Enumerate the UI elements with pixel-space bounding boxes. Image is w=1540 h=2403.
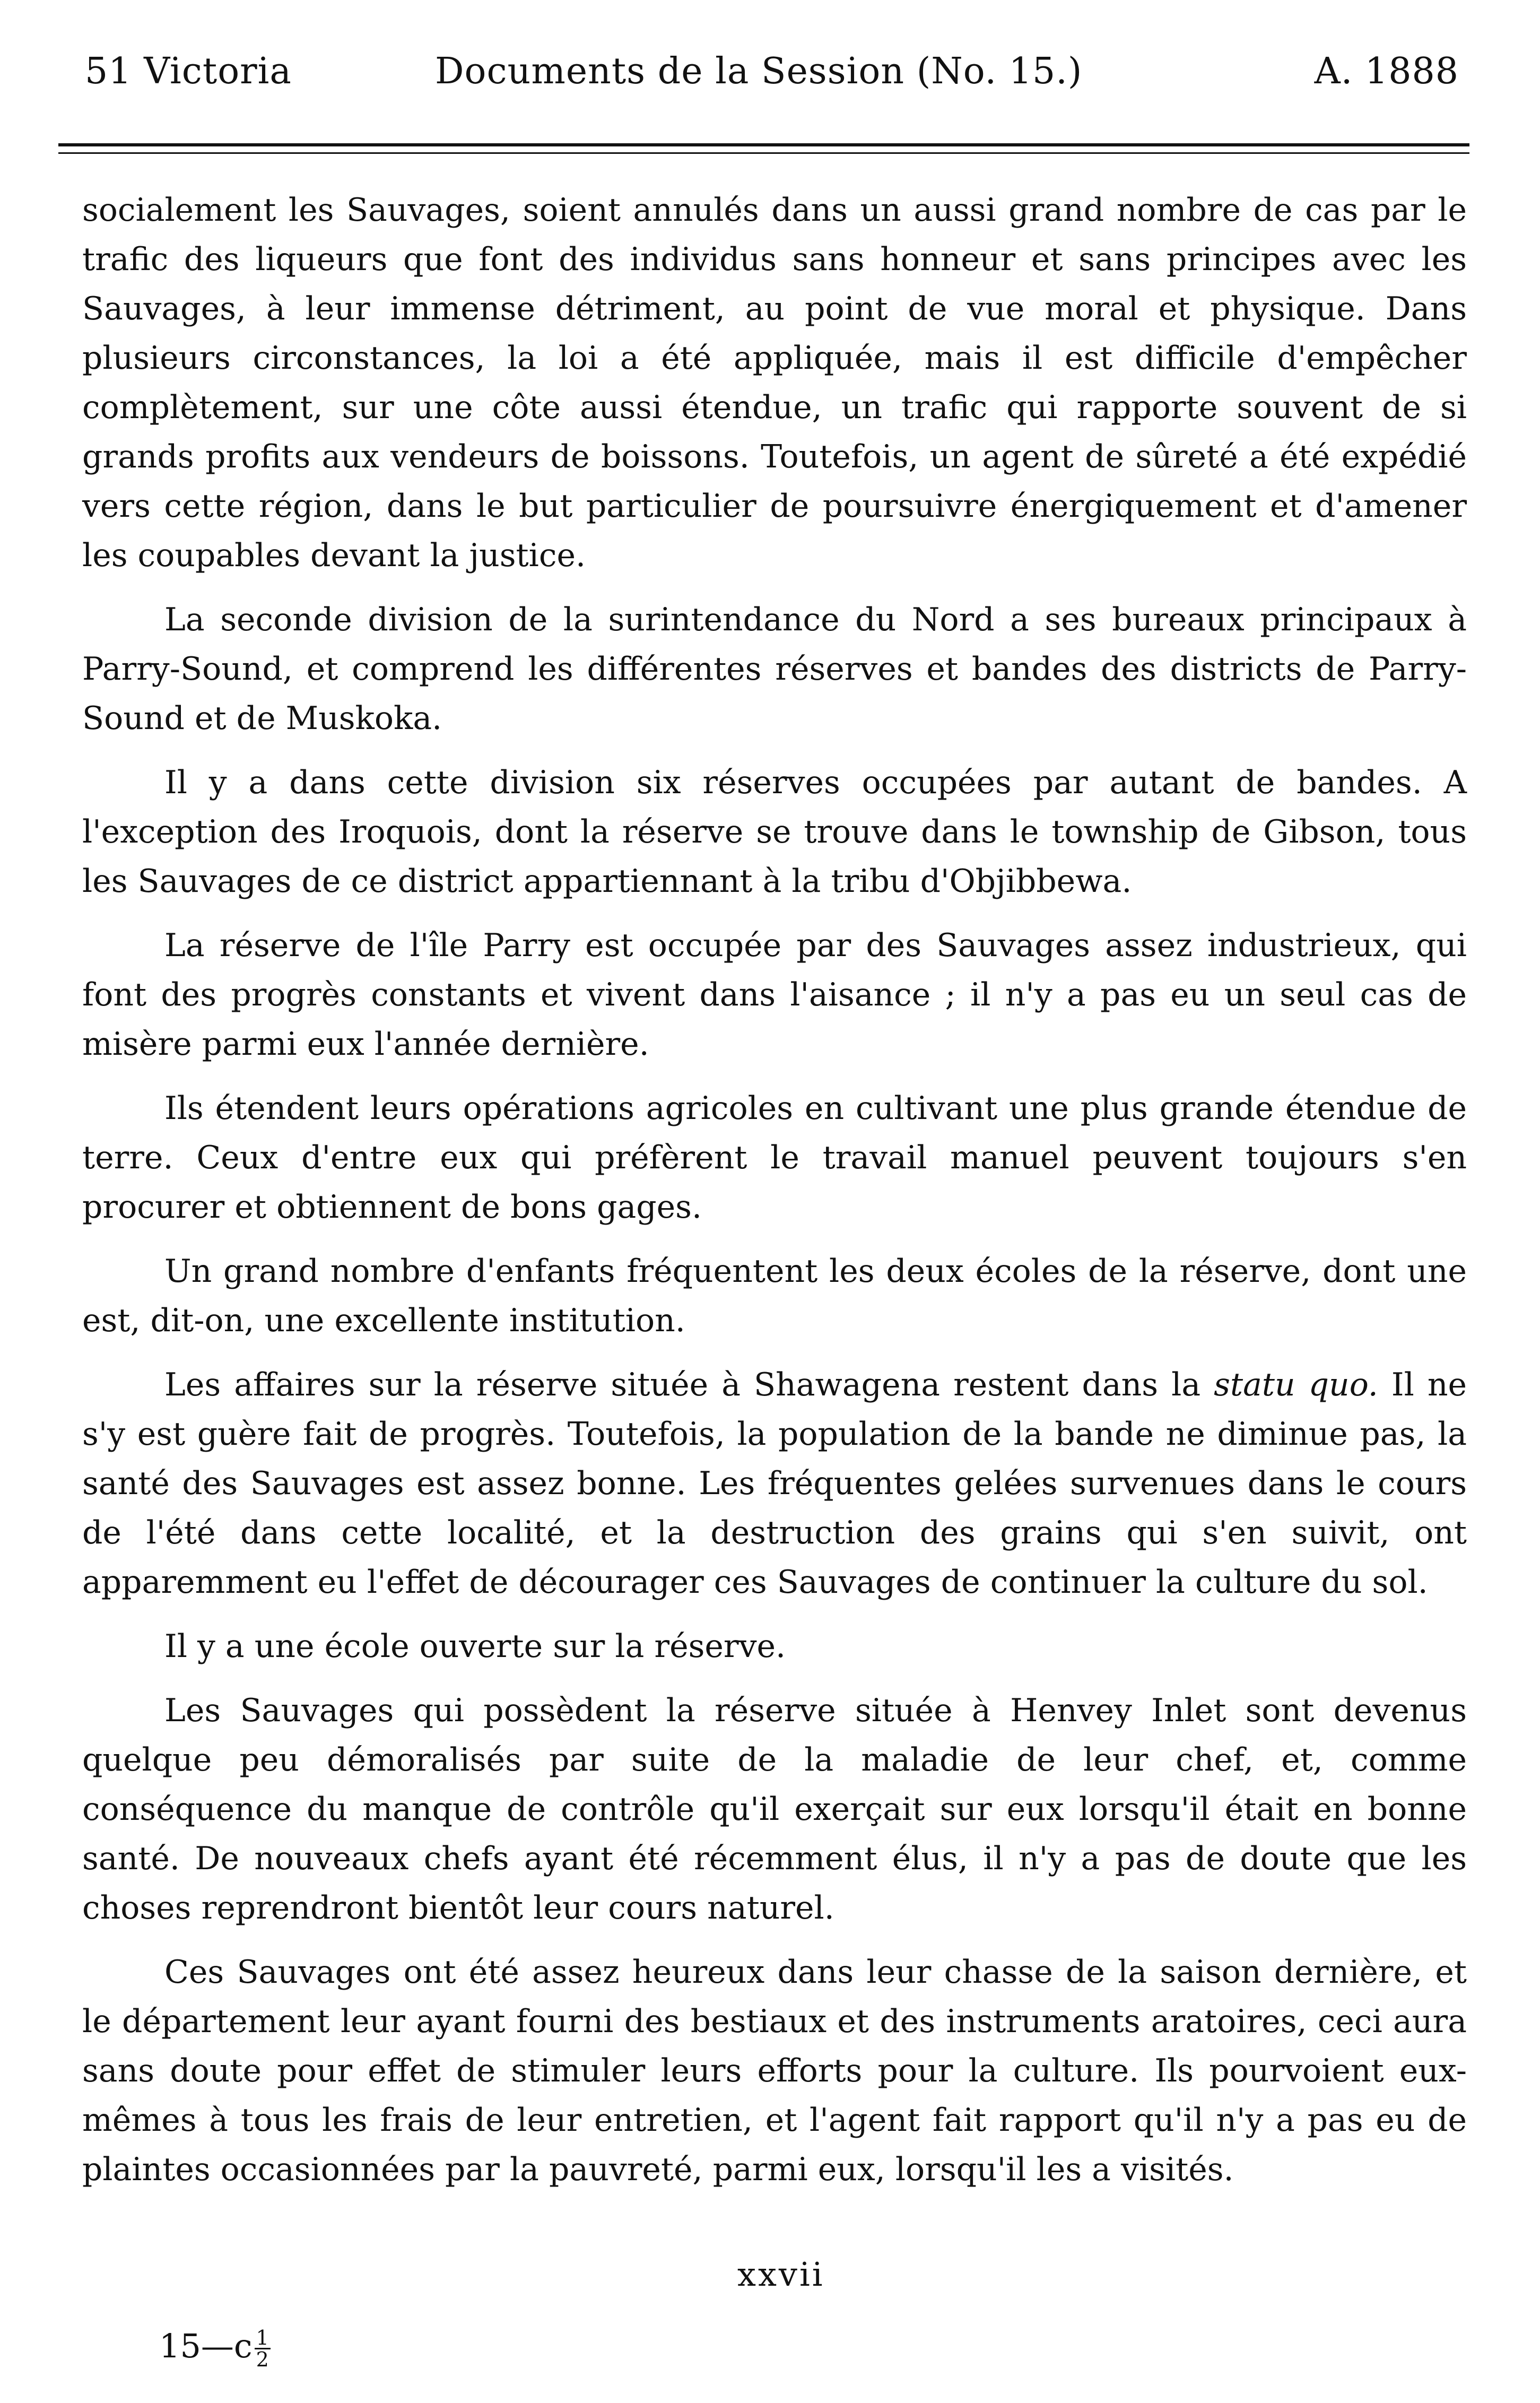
- page-body: [82, 186, 1467, 2209]
- paragraph-7-italic: statu quo.: [1214, 1366, 1378, 1403]
- header-volume: 51 Victoria: [85, 50, 292, 92]
- fraction-numerator: 1: [255, 2328, 271, 2349]
- paragraph-10: Ces Sauvages ont été assez heureux dans leur chasse de la saison dernière, et le département leur ayant fourni des bestiaux et des instruments aratoires, ceci aura sans doute pour effet de stimuler leurs efforts pour la culture. Ils pourvoient eux-mêmes à tous les frais de leur entretien, et l'agent fait rapport qu'il n'y a pas eu de plaintes occasionnées par la pauvreté, parmi eux, lorsqu'il les a visités.: [82, 1954, 1467, 2188]
- paragraph-7: [82, 1360, 1467, 1607]
- paragraph-1: socialement les Sauvages, soient annulés dans un aussi grand nombre de cas par le trafic des liqueurs que font des individus sans honneur et sans principes avec les Sauvages, à leur immense détriment, au point de vue moral et physique. Dans plusieurs circonstances, la loi a été appliquée, mais il est difficile d'empêcher complètement, sur une côte aussi étendue, un trafic qui rapporte souvent de si grands profits aux vendeurs de boissons. Toutefois, un agent de sûreté a été expédié vers cette région, dans le but particulier de poursuivre énergiquement et d'amener les coupables devant la justice.: [82, 192, 1467, 574]
- header-rule-thin: [58, 152, 1469, 154]
- paragraph-2: La seconde division de la surintendance du Nord a ses bureaux principaux à Parry-Sound, et comprend les différentes réserves et bandes des districts de Parry-Sound et de Muskoka.: [82, 601, 1467, 737]
- signature-prefix: 15—c: [159, 2327, 253, 2365]
- signature-mark: [159, 2327, 271, 2370]
- paragraph-8: Il y a une école ouverte sur la réserve.: [164, 1628, 786, 1665]
- paragraph-7-start: Les affaires sur la réserve située à Shawagena restent dans la: [164, 1366, 1214, 1403]
- signature-fraction: [255, 2328, 271, 2370]
- fraction-denominator: 2: [256, 2348, 269, 2372]
- header-title: Documents de la Session (No. 15.): [435, 50, 1083, 92]
- paragraph-5: Ils étendent leurs opérations agricoles en cultivant une plus grande étendue de terre. Ceux d'entre eux qui préfèrent le travail manuel peuvent toujours s'en procurer et obtiennent de bons gages.: [82, 1090, 1467, 1226]
- paragraph-6: Un grand nombre d'enfants fréquentent les deux écoles de la réserve, dont une est, dit-on, une excellente institution.: [82, 1253, 1467, 1339]
- running-header: [85, 50, 1459, 109]
- paragraph-4: La réserve de l'île Parry est occupée par des Sauvages assez industrieux, qui font des progrès constants et vivent dans l'aisance ; il n'y a pas eu un seul cas de misère parmi eux l'année dernière.: [82, 927, 1467, 1063]
- page-number: xxvii: [737, 2255, 825, 2294]
- paragraph-3: Il y a dans cette division six réserves occupées par autant de bandes. A l'exception des Iroquois, dont la réserve se trouve dans le township de Gibson, tous les Sauvages de ce district appartiennant à la tribu d'Objibbewa.: [82, 764, 1467, 900]
- header-rule-thick: [58, 143, 1469, 146]
- paragraph-7-end: Il ne s'y est guère fait de progrès. Toutefois, la population de la bande ne diminue pas, la santé des Sauvages est assez bonne. Les fréquentes gelées survenues dans le cours de l'été dans cette localité, et la destruction des grains qui s'en suivit, ont apparemment eu l'effet de décourager ces Sauvages de continuer la culture du sol.: [82, 1366, 1467, 1601]
- header-year: A. 1888: [1314, 50, 1459, 92]
- paragraph-9: Les Sauvages qui possèdent la réserve située à Henvey Inlet sont devenus quelque peu démoralisés par suite de la maladie de leur chef, et, comme conséquence du manque de contrôle qu'il exerçait sur eux lorsqu'il était en bonne santé. De nouveaux chefs ayant été récemment élus, il n'y a pas de doute que les choses reprendront bientôt leur cours naturel.: [82, 1692, 1467, 1927]
